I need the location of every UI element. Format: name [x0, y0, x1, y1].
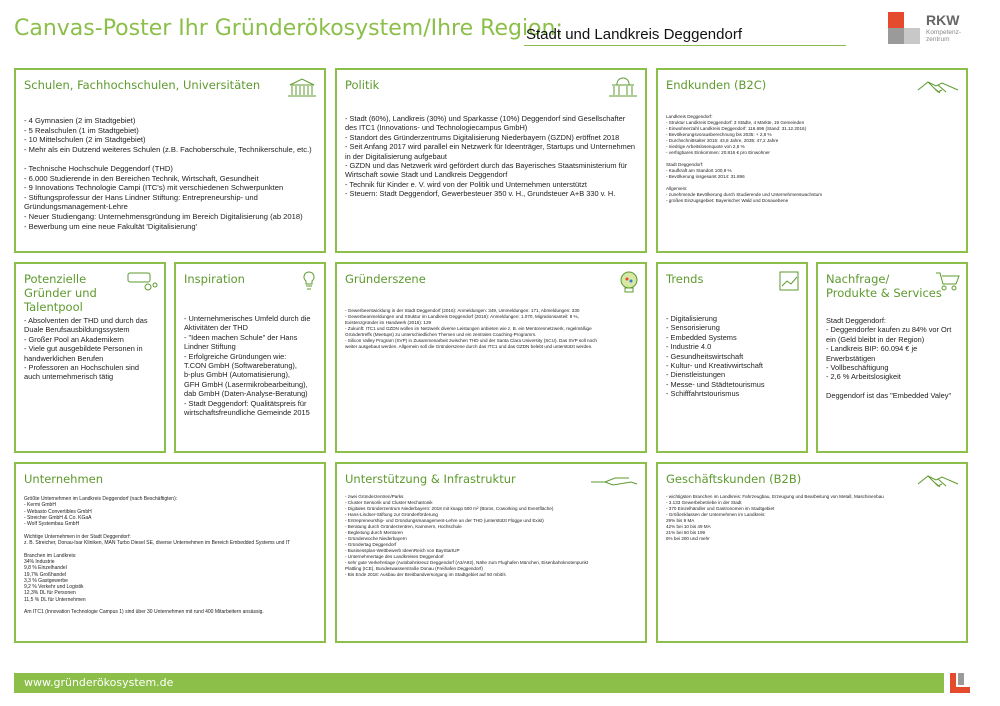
box-schulen [14, 68, 326, 253]
lightbulb-icon [619, 270, 639, 296]
box-endkunden-text: Landkreis Deggendorf: - Struktur Landkreis Deggendorf: 3 Städte, 4 Märkte, 19 Gemeinden - Einwohnerzahl Landkreis Deggendorf: 116.696 (Stand: 31.12.2016) - Bevölkerungsvorausberechnung bis 2035: + 2,8 % - Durchschnittsalter 2015: 43,8 Jahre, 2035: 47,2 Jahre - niedrige Arbeitslosenquote von 2,6 % - verfügbares Einkommen: 20.816 € pro Einwohner Stadt Deggendorf: - Kaufkraft am Standort 100,9 % - Bevölkerung insgesamt 2014: 31.896 Allgemein: - zunehmende Bevölkerung durch Studierende und Unternehmenswachstum - großes Einzugsgebiet: Bayerischer Wald und Donauebene [666, 114, 823, 203]
handshake-icon [916, 76, 960, 98]
logo-name: RKW [926, 12, 960, 28]
box-nachfrage [816, 262, 968, 453]
box-unternehmen-title: Unternehmen [24, 472, 104, 486]
trend-chart-icon [778, 270, 800, 292]
box-geschaeft [656, 462, 968, 643]
box-endkunden [656, 68, 968, 253]
box-gruender-title: Potenzielle Gründer und Talentpool [24, 272, 97, 314]
university-building-icon [286, 76, 318, 98]
box-unternehmen-text: Größte Unternehmen im Landkreis Deggendorf (nach Beschäftigten): - Kermi GmbH - Webasto Convertibles GmbH - Streicher GmbH & Co. KGaA - Wolf Systembau GmbH Wichtige Unternehmen in der Stadt Deggendorf: z. B. Streicher, Donau-Isar Kliniken, MAN Turbo Diesel SE, diverse Unternehmen im Bereich Embedded Systems und IT Branchen im Landkreis: 34% Industrie 9,8 % Einzelhandel 19,7% Großhandel 3,3 % Gastgewerbe 9,2 % Verkehr und Logistik 12,3% DL für Personen 11,5 % DL für Unternehmen Am ITC1 (Innovation Technologie Campus 1) sind über 30 Unternehmen mit rund 400 Mitarbeitern ansässig. [24, 496, 291, 616]
government-building-icon [607, 76, 639, 98]
box-trends [656, 262, 808, 453]
box-inspiration-text: - Unternehmerisches Umfeld durch die Aktivitäten der THD - "Ideen machen Schule" der Hans Lindner Stiftung - Erfolgreiche Gründungen wie: T.CON GmbH (Softwareberatung), b-plus GmbH (Automatisierung), GFH GmbH (Lasermikrobearbeitung), dab GmbH (Daten-Analyse-Beratung) - Stadt Deggendorf: Qualitätspreis für wirtschaftsfreundliche Gemeinde 2015 [184, 314, 311, 418]
box-unterstuetzung-title: Unterstützung & Infrastruktur [345, 472, 516, 486]
box-schulen-text: - 4 Gymnasien (2 im Stadtgebiet) - 5 Realschulen (1 im Stadtgebiet) - 10 Mittelschulen (2 im Stadtgebiet) - Mehr als ein Dutzend weiteres Schulen (z.B. Fachoberschule, Technikerschule, etc.) - Technische Hochschule Deggendorf (THD) - 6.000 Studierende in den Bereichen Technik, Wirtschaft, Gesundheit - 9 Innovations Technologie Campi (ITC's) mit verschiedenen Schwerpunkten - Stiftungsprofessur der Hans Lindner Stiftung: Entrepreneurship- und Gründungsmanagement-Lehre - Neuer Studiengang: Unternehmensgründung im Bereich Digitalisierung (ab 2018) - Bewerbung um eine neue Fakultät 'Digitalisierung' [24, 116, 312, 231]
box-inspiration-title: Inspiration [184, 272, 245, 286]
box-nachfrage-title: Nachfrage/ Produkte & Services [826, 272, 942, 300]
box-nachfrage-text: Stadt Deggendorf: - Deggendorfer kaufen zu 84% vor Ort ein (Geld bleibt in der Region) - Landkreis BIP: 60.094 € je Erwerbstätigen - Vollbeschäftigung - 2,6 % Arbeitslosigkeit Deggendorf ist das "Embedded Valey" [826, 316, 952, 401]
region-underline [524, 45, 846, 46]
box-szene [335, 262, 647, 453]
box-endkunden-title: Endkunden (B2C) [666, 78, 767, 92]
box-politik-title: Politik [345, 78, 380, 92]
logo-square-lightgrey [904, 28, 920, 44]
box-gruender [14, 262, 166, 453]
talent-pool-icon [126, 270, 158, 292]
box-trends-text: - Digitalisierung - Sensorisierung - Embedded Systems - Industrie 4.0 - Gesundheitswirtschaft - Kultur- und Kreativwirtschaft - Dienstleistungen - Messe- und Städtetourismus - Schifffahrtstourismus [666, 314, 765, 399]
box-unternehmen [14, 462, 326, 643]
logo-square-red [888, 12, 904, 28]
handshake-icon [916, 470, 960, 492]
rkw-logo [888, 12, 986, 46]
logo-subtitle: Kompetenz- zentrum [926, 29, 962, 43]
footer-bar [14, 673, 944, 693]
box-szene-title: Gründerszene [345, 272, 426, 286]
helping-hand-icon [589, 470, 639, 492]
region-value: Stadt und Landkreis Deggendorf [526, 26, 742, 43]
box-geschaeft-title: Geschäftskunden (B2B) [666, 472, 802, 486]
footer-logo-icon [950, 673, 970, 693]
box-geschaeft-text: - wichtigsten Branchen im Landkreis: Fahrzeugbau, Erzeugung und Bearbeitung von Metall, Maschinenbau - 3.133 Gewerbebetriebe in der Stadt - 370 Einzelhändler und Gastronomen im Stadtgebiet - Größenklassen der Unternehmen im Landkreis: 29% bis 9 MA 42% bei 10 bis 49 MA 21% bei 50 bis 199 6% bei 200 und mehr [666, 494, 884, 541]
box-szene-text: - Gewerbeentwicklung in der Stadt Deggendorf (2016): Anmeldungen: 349, Ummeldungen: 171, Abmeldungen: 330 - Gewerbeanmeldungen und Struktur im Landkreis Deggendorf (2016): Anmeldungen: 1.070, Migrationsanteil: 8 %, Existenzgründer im Handwerk (2015): 129 - Zukunft: ITC1 und GZDN wollen im Netzwerk diverse Leistungen anbieten wie z. B. ein Mentorennetzwerk, regelmäßige Gründertreffs (Meetups) zu unterschiedlichen Themen und ein zentrales Coaching-Programm. - Silicon Valley Program (SVP) in Zusammenarbeit zwischen THD und der Santa Clara University (SCU). Das SVP soll noch weiter ausgebaut werden. Allgemein soll die Gründerszene durch das ITC1 und das GZDN belebt und unterstützt werden. [345, 308, 597, 349]
box-schulen-title: Schulen, Fachhochschulen, Universitäten [24, 78, 261, 92]
lightbulb-hand-icon [300, 270, 318, 292]
box-unterstuetzung-text: - zwei Gründerzentren/Parks - Cluster Sensorik und Cluster Mechatronik - Digitales Gründerzentrum Niederbayern: 2018 mit knapp 500 m² (Büros, Coworking und Eventfläche) - Hans-Lindner-Stiftung zur Gründerförderung - Entrepreneurship- und Gründungsmanagement-Lehre an der THD (unterstützt Flügge und Exist) - Beratung durch Gründerzentren, Kammern, Hochschule - Begleitung durch Mentoren - Gründerwoche Niederbayern - Gründertag Deggendorf - Businessplan-Wettbewerb IdeenReich von BayStartUP - Unternehmertage des Landkreises Deggendorf - sehr gute Verkehrslage (Autobahnkreuz Deggendorf (A3/A92), Nähe zum Flughafen München, Eisenbahnknotenpunkt Plattling (ICE), Bundeswasserstraße Donau (Freihafen Deggendorf) - Bis Ende 2018: Ausbau der Breitbandversorgung im Stadtgebiet auf 50 mbit/s [345, 494, 589, 577]
footer-url-link[interactable]: www.gründerökosystem.de [24, 676, 174, 689]
box-gruender-text: - Absolventen der THD und durch das Duale Berufsausbildungssystem - Großer Pool an Akademikern - Viele gut ausgebildete Personen in handwerklichen Berufen - Professoren an Hochschulen sind auch unternehmerisch tätig [24, 316, 148, 382]
box-inspiration [174, 262, 326, 453]
shopping-cart-icon [934, 270, 960, 292]
box-trends-title: Trends [666, 272, 704, 286]
box-unterstuetzung [335, 462, 647, 643]
logo-square-grey [888, 28, 904, 44]
box-politik-text: - Stadt (60%), Landkreis (30%) und Sparkasse (10%) Deggendorf sind Gesellschafter des ITC1 (Innovations- und Technologiecampus GmbH) - Standort des Gründerzentrums Digitalisierung Niederbayern (GZDN) eröffnet 2018 - Seit Anfang 2017 wird parallel ein Netzwerk für Ideenträger, Startups und Unternehmen in der Digitalisierung aufgebaut - GZDN und das Netzwerk wird gefördert durch das Bayerisches Staatsministerium für Wirtschaft sowie Stadt und Landkreis Deggendorf - Technik für Kinder e. V. wird von der Politik und Unternehmen unterstützt - Steuern: Stadt Deggendorf, Gewerbesteuer 350 v. H., Grundsteuer A+B 330 v. H. [345, 114, 636, 199]
poster-title: Canvas-Poster Ihr Gründerökosystem/Ihre Region: [14, 16, 563, 41]
box-politik [335, 68, 647, 253]
